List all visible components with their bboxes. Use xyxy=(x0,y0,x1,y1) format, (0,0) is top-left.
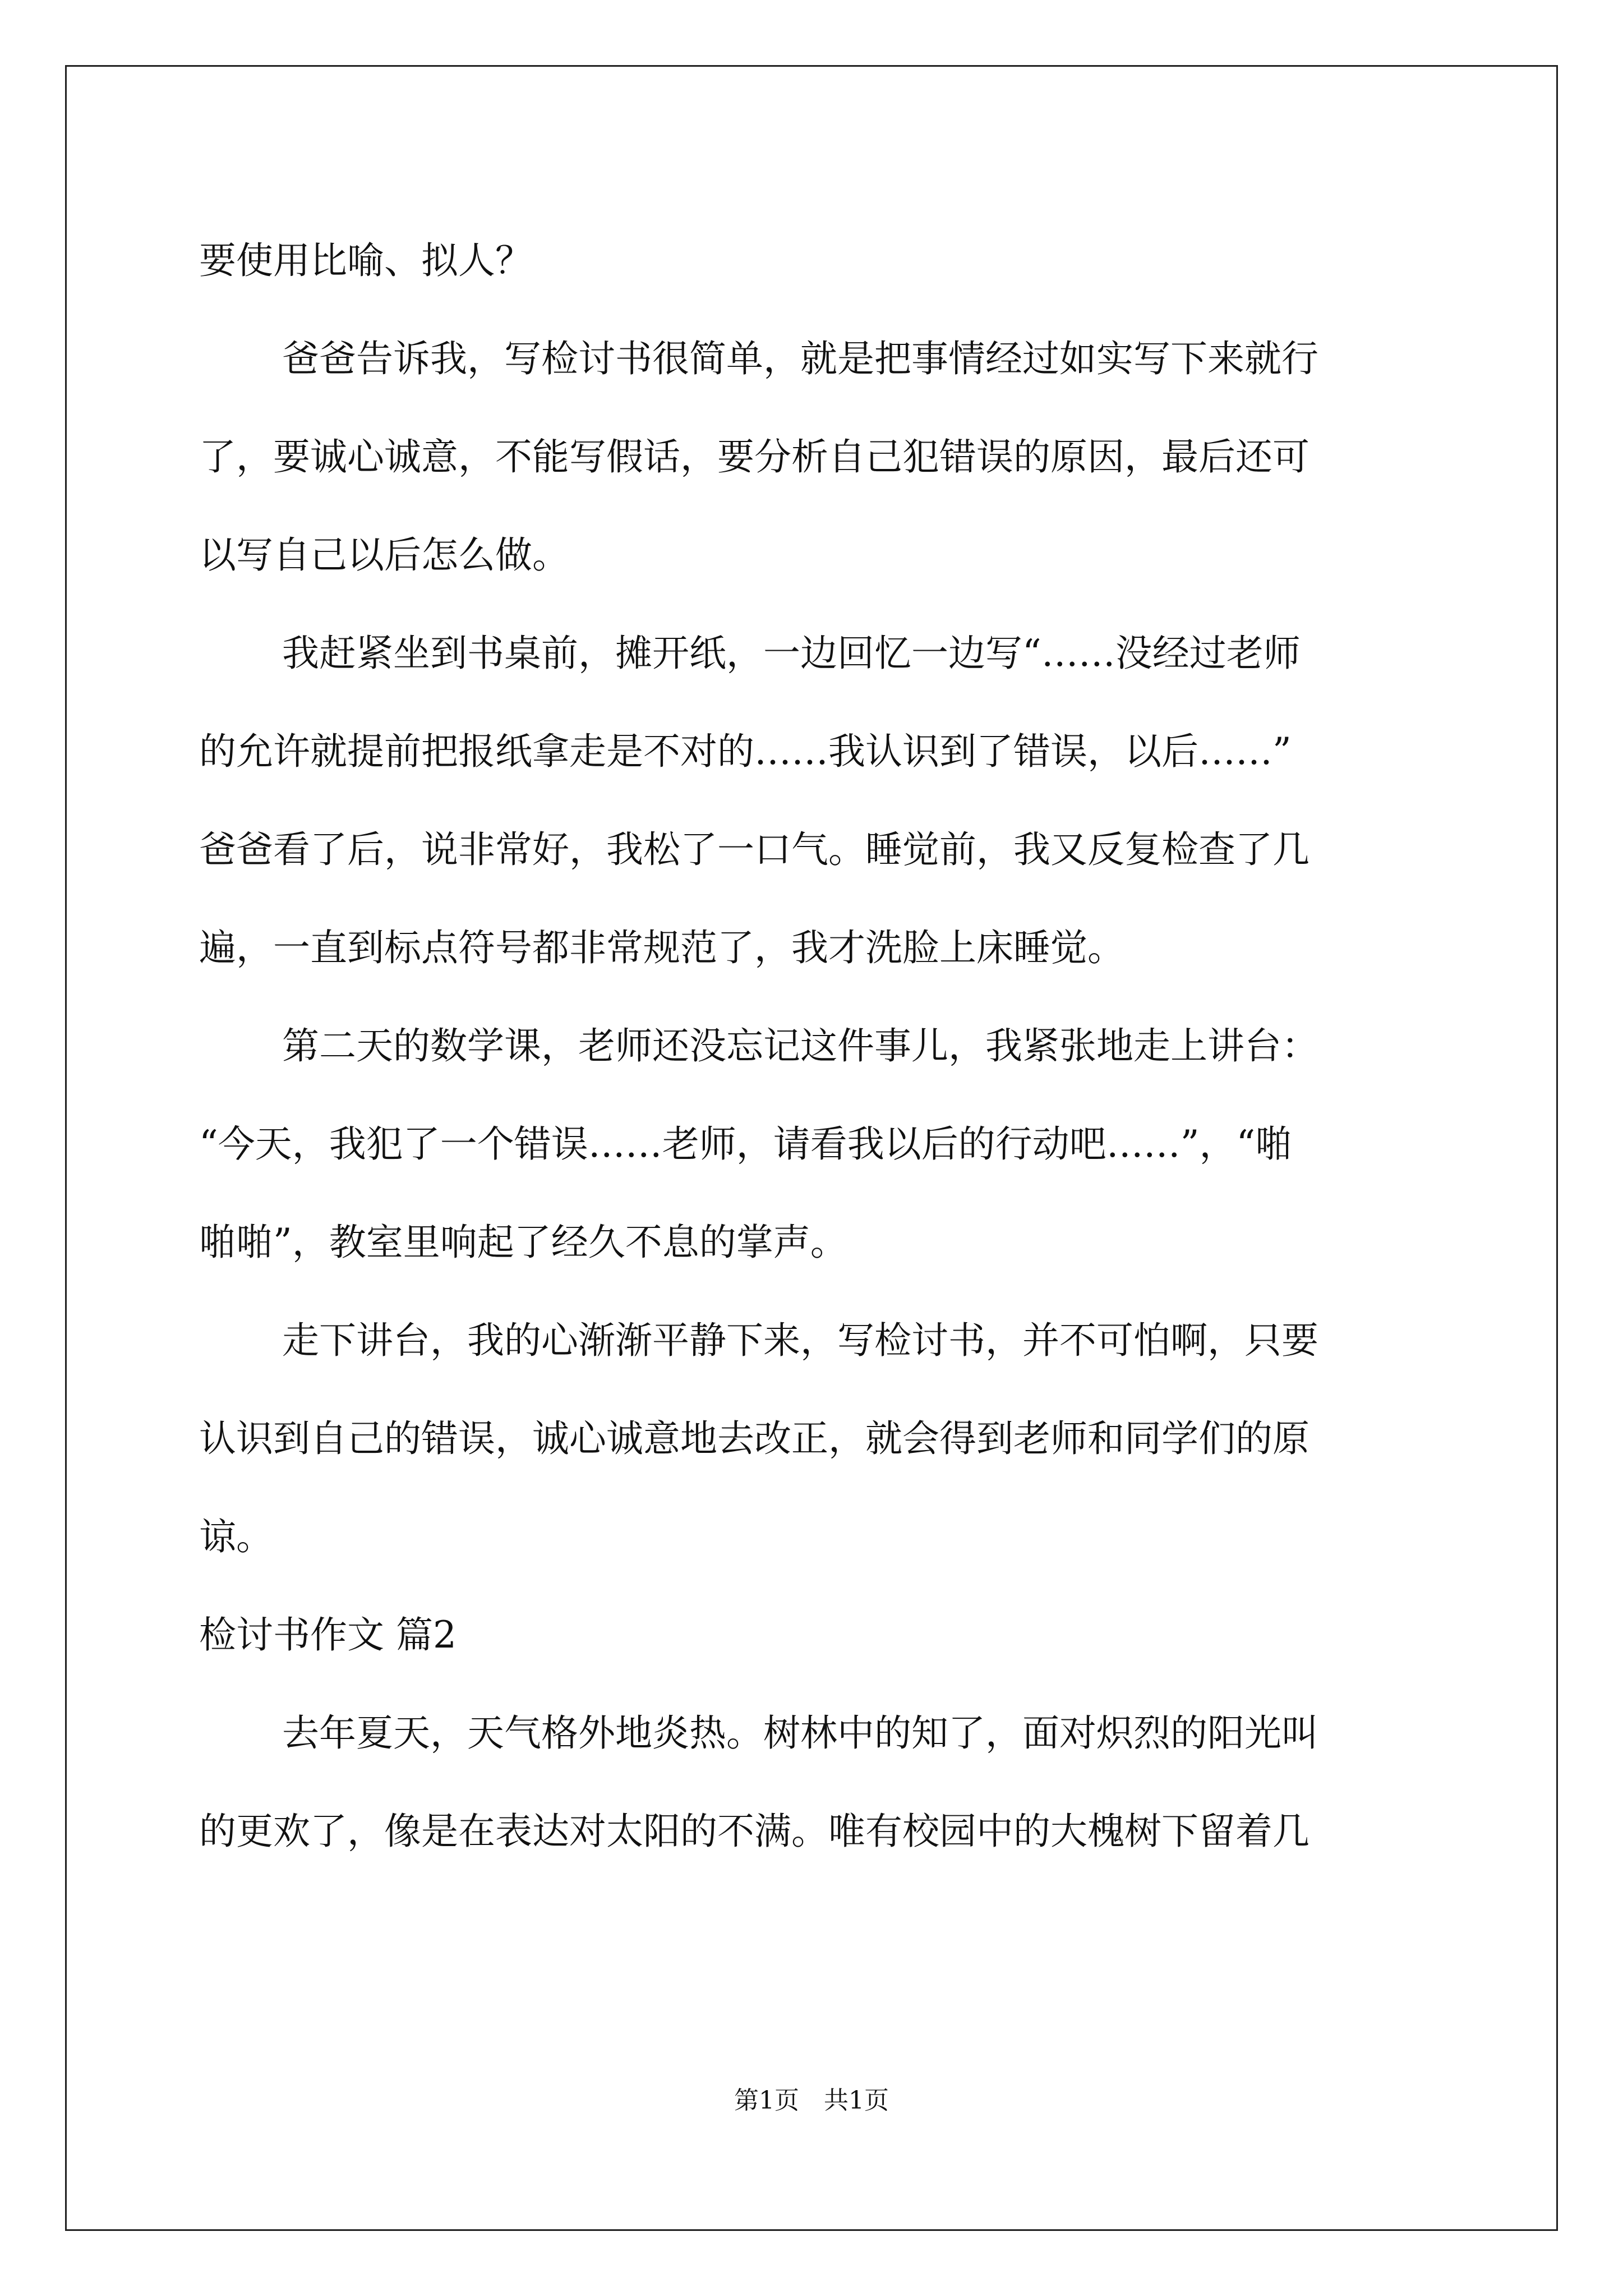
section-heading: 检讨书作文 篇2 xyxy=(199,1613,457,1657)
text-line: 要使用比喻、拟人？ xyxy=(199,239,532,282)
text-line: 谅。 xyxy=(199,1515,273,1558)
text-line: 走下讲台，我的心渐渐平静下来，写检讨书，并不可怕啊，只要 xyxy=(282,1319,1318,1362)
text-line: 的允许就提前把报纸拿走是不对的……我认识到了错误，以后……” xyxy=(199,730,1292,773)
text-line: 以写自己以后怎么做。 xyxy=(199,533,569,577)
text-line: 的更欢了，像是在表达对太阳的不满。唯有校园中的大槐树下留着几 xyxy=(199,1810,1310,1853)
text-line: 了，要诚心诚意，不能写假话，要分析自己犯错误的原因，最后还可 xyxy=(199,435,1310,478)
text-line: 我赶紧坐到书桌前，摊开纸，一边回忆一边写“……没经过老师 xyxy=(282,632,1301,675)
text-line: 爸爸看了后，说非常好，我松了一口气。睡觉前，我又反复检查了几 xyxy=(199,828,1310,871)
text-line: 认识到自己的错误，诚心诚意地去改正，就会得到老师和同学们的原 xyxy=(199,1417,1310,1460)
text-line: 爸爸告诉我，写检讨书很简单，就是把事情经过如实写下来就行 xyxy=(282,337,1318,380)
text-line: “今天，我犯了一个错误……老师，请看我以后的行动吧……”，“啪 xyxy=(199,1122,1293,1166)
text-line: 遍，一直到标点符号都非常规范了，我才洗脸上床睡觉。 xyxy=(199,926,1124,969)
page-footer: 第1页 共1页 xyxy=(734,2086,889,2115)
text-line: 第二天的数学课，老师还没忘记这件事儿，我紧张地走上讲台： xyxy=(282,1024,1318,1068)
text-line: 啪啪”，教室里响起了经久不息的掌声。 xyxy=(199,1221,847,1264)
document-body xyxy=(199,211,1422,1880)
text-line: 去年夏天，天气格外地炎热。树林中的知了，面对炽烈的阳光叫 xyxy=(282,1711,1318,1755)
